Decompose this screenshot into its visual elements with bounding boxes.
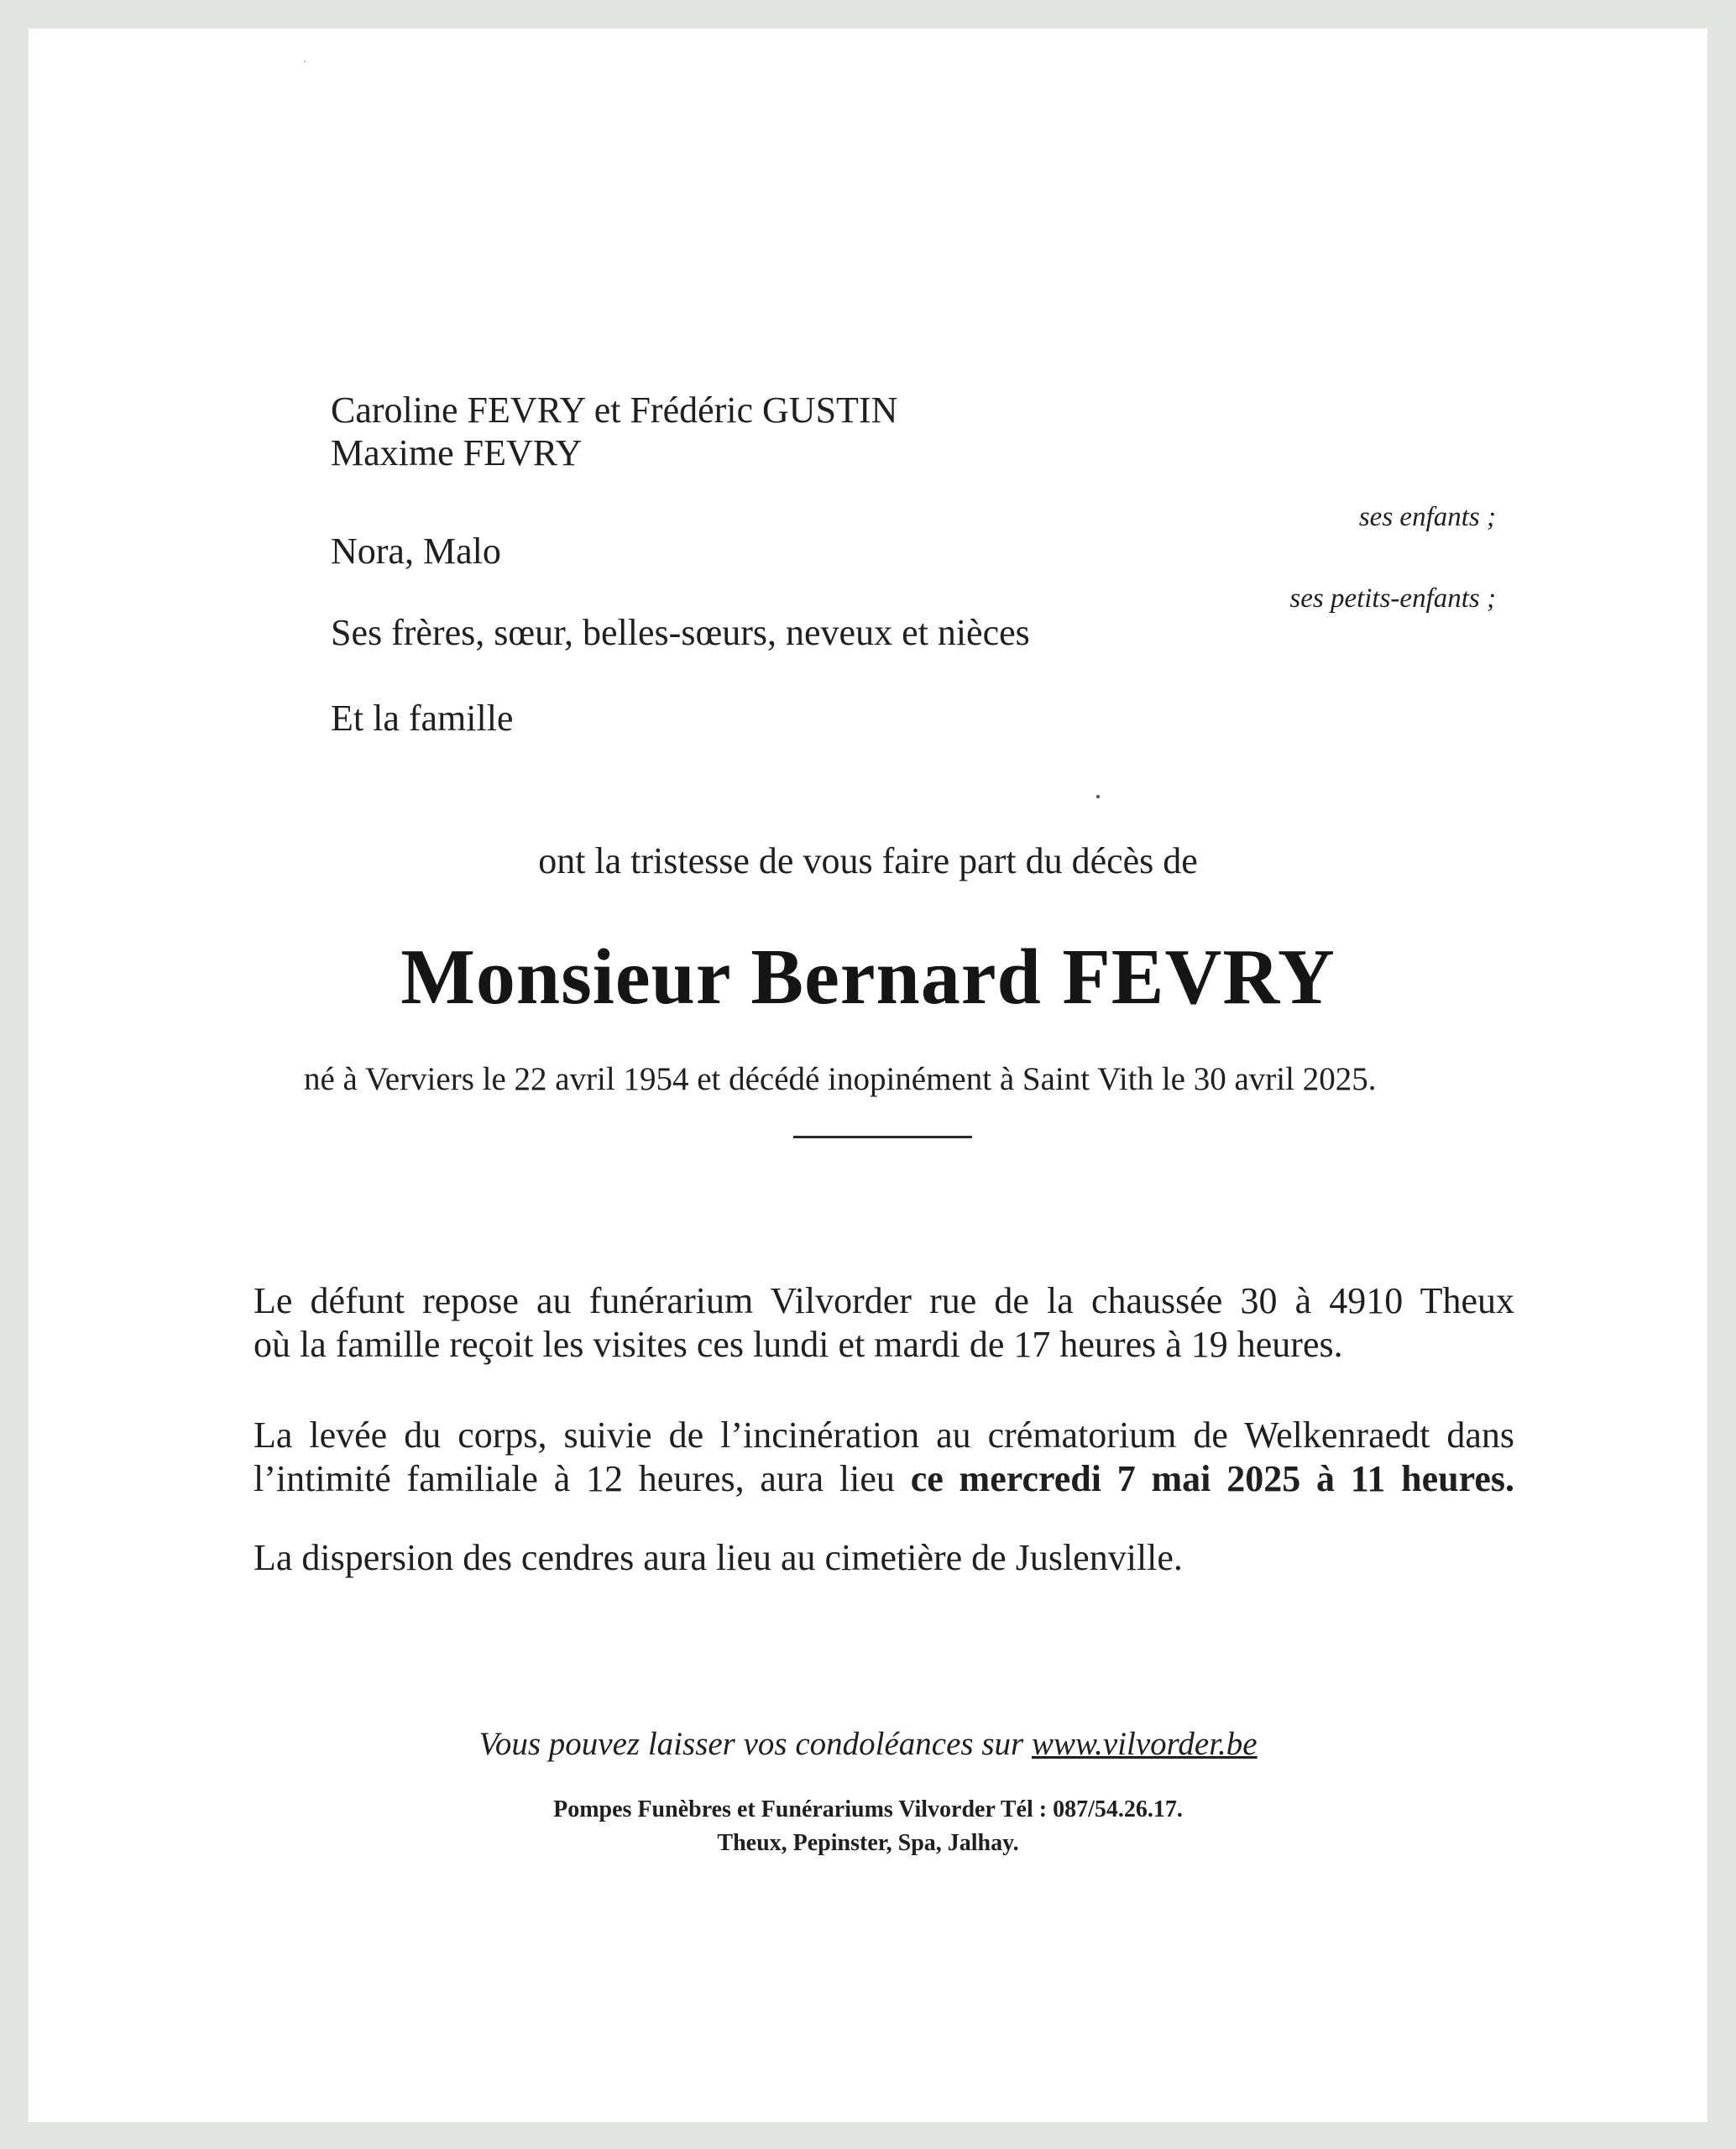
birth-death-dates: né à Verviers le 22 avril 1954 et décédé inopinément à Saint Vith le 30 avril 2025. xyxy=(304,1061,1377,1097)
condolences-link[interactable]: www.vilvorder.be xyxy=(1031,1726,1258,1762)
family-line-children-1: Caroline FEVRY et Frédéric GUSTIN xyxy=(331,390,898,431)
role-grandchildren: ses petits-enfants ; xyxy=(1289,583,1496,614)
announcement-text: ont la tristesse de vous faire part du décès de xyxy=(538,840,1198,881)
ceremony-line-1: La levée du corps, suivie de l’incinération au crématorium de Welkenraedt dans xyxy=(254,1414,1514,1456)
death-notice-page xyxy=(29,29,1707,2122)
visitation-line-1: Le défunt repose au funérarium Vilvorder rue de la chaussée 30 à 4910 Theux xyxy=(254,1280,1514,1321)
funeral-home-line-2: Theux, Pepinster, Spa, Jalhay. xyxy=(717,1830,1019,1856)
scan-speck xyxy=(304,60,306,62)
ceremony-line-2-start: l’intimité familiale à 12 heures, aura lieu xyxy=(254,1458,911,1499)
funeral-home-line-1: Pompes Funèbres et Funérariums Vilvorder Tél : 087/54.26.17. xyxy=(553,1796,1183,1822)
scan-speck xyxy=(1096,795,1100,798)
role-children: ses enfants ; xyxy=(1358,502,1496,532)
visitation-line-2: où la famille reçoit les visites ces lundi et mardi de 17 heures à 19 heures. xyxy=(254,1324,1343,1365)
family-line-children-2: Maxime FEVRY xyxy=(331,432,583,473)
family-line-family: Et la famille xyxy=(331,698,514,739)
visitation-paragraph xyxy=(254,1279,1514,1367)
condolences-text: Vous pouvez laisser vos condoléances sur xyxy=(478,1726,1032,1762)
ceremony-paragraph xyxy=(254,1414,1514,1501)
ashes-dispersion-text: La dispersion des cendres aura lieu au cimetière de Juslenville. xyxy=(254,1537,1183,1578)
divider-line xyxy=(793,1136,972,1138)
deceased-name: Monsieur Bernard FEVRY xyxy=(400,933,1336,1021)
condolences-line xyxy=(29,1728,1707,1760)
family-line-grandchildren: Nora, Malo xyxy=(331,531,501,572)
ceremony-date-time: ce mercredi 7 mai 2025 à 11 heures. xyxy=(910,1458,1514,1499)
ceremony-line-2 xyxy=(254,1457,1514,1501)
family-line-siblings: Ses frères, sœur, belles-sœurs, neveux et nièces xyxy=(331,612,1030,653)
